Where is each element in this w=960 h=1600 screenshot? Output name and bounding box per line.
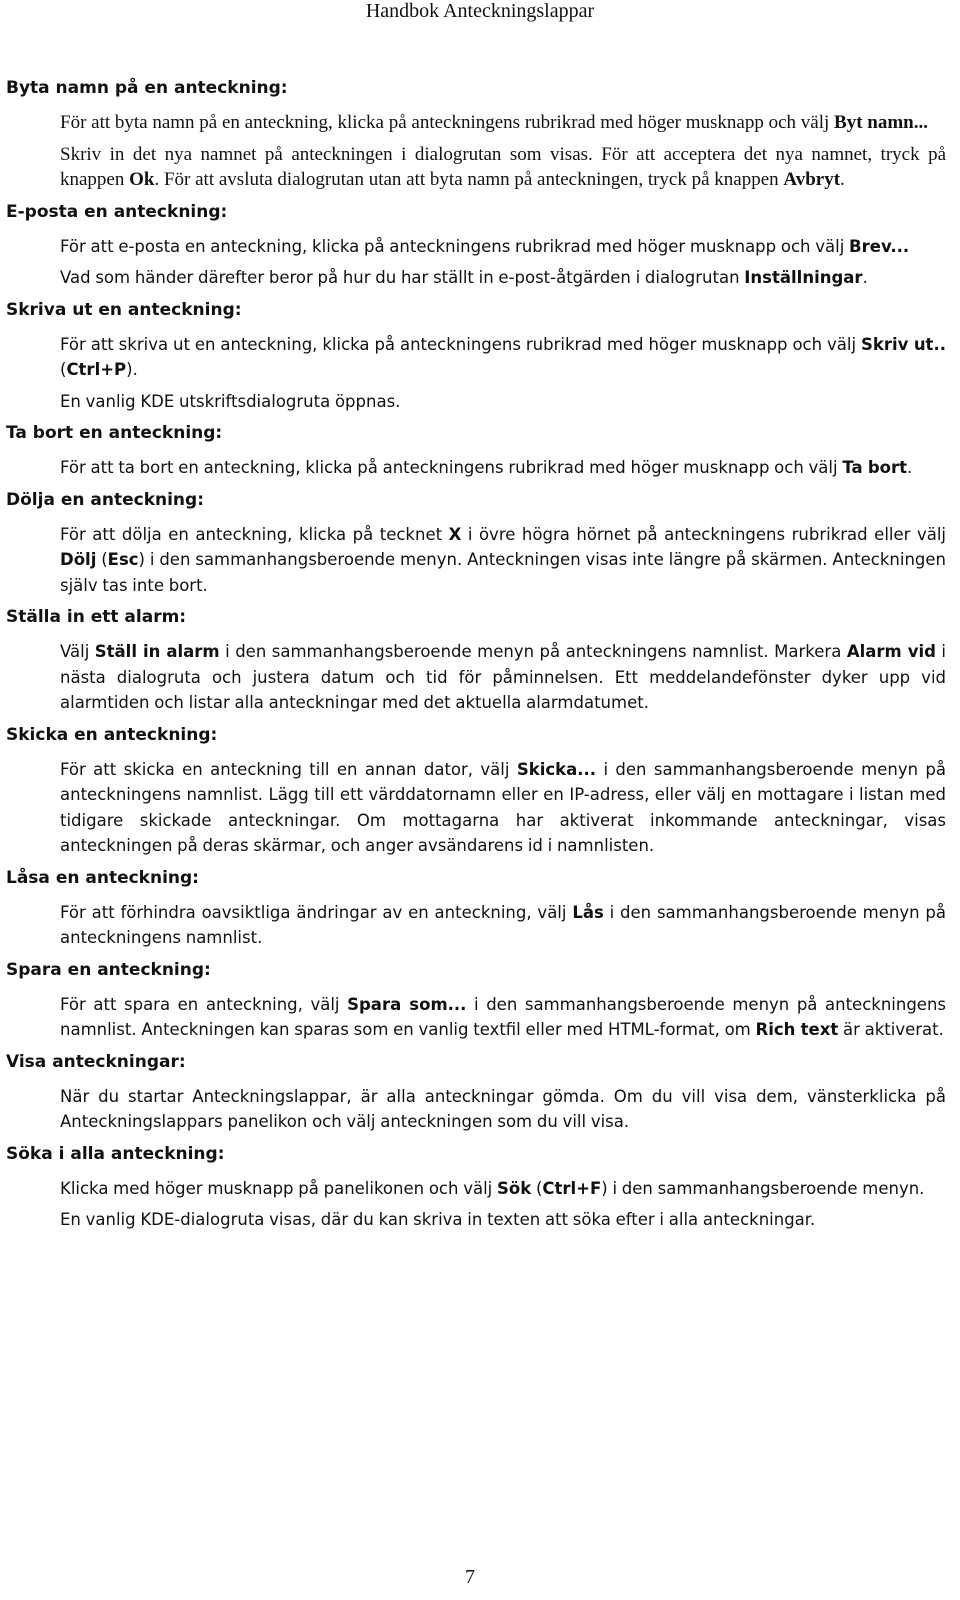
text-run: För att e-posta en anteckning, klicka på anteckningens rubrikrad med höger musknapp och välj	[60, 236, 850, 256]
definition-paragraph	[60, 265, 946, 291]
entry	[6, 298, 946, 415]
page-number: 7	[465, 1566, 475, 1588]
text-run: .	[840, 169, 845, 190]
entry-term: Byta namn på en anteckning:	[6, 78, 288, 98]
entry-term: Låsa en anteckning:	[6, 867, 199, 888]
entry	[6, 1142, 946, 1233]
emphasized-term: Brev...	[849, 236, 910, 256]
entry	[6, 605, 946, 716]
definition-paragraph	[60, 332, 946, 383]
text-run: Klicka med höger musknapp på panelikonen och välj	[60, 1178, 497, 1198]
text-run: En vanlig KDE utskriftsdialogruta öppnas.	[60, 391, 401, 411]
text-run: (	[96, 550, 108, 569]
entry-definition	[60, 522, 946, 599]
definition-paragraph	[60, 1207, 946, 1233]
text-run: När du startar Anteckningslappar, är alla anteckningar gömda. Om du vill visa dem, vänsterklicka på Anteckningslappars panelikon och välj anteckningen som du vill visa.	[60, 1086, 946, 1131]
text-run: är aktiverat.	[838, 1020, 944, 1039]
entry	[6, 488, 946, 599]
text-run: i den sammanhangsberoende menyn på anteckningens namnlist.	[60, 902, 946, 947]
entry	[6, 200, 946, 291]
text-run: (	[531, 1178, 543, 1198]
entry-term: Ställa in ett alarm:	[6, 607, 187, 627]
text-run: . För att avsluta dialogrutan utan att byta namn på anteckningen, tryck på knappen	[154, 169, 784, 190]
text-run: i nästa dialogruta och justera datum och tid för påminnelsen. Ett meddelandefönster dyker upp vid alarmtiden och listar alla anteckningar med det aktuella alarmdatumet.	[60, 642, 946, 712]
text-run: För att skriva ut en anteckning, klicka på anteckningens rubrikrad med höger musknapp och välj	[60, 334, 861, 354]
emphasized-term: X	[448, 524, 462, 544]
entry-term: Spara en anteckning:	[6, 959, 211, 980]
emphasized-term: Ctrl+P	[66, 360, 127, 379]
emphasized-term: Lås	[572, 902, 604, 922]
emphasized-term: Ställ in alarm	[94, 642, 220, 661]
entry-term: Ta bort en anteckning:	[6, 423, 223, 443]
definition-paragraph	[60, 234, 946, 260]
text-run: ).	[126, 360, 138, 379]
page-footer	[0, 1566, 940, 1589]
emphasized-term: Sök	[497, 1178, 532, 1198]
definition-paragraph	[60, 522, 946, 599]
entry-definition	[60, 1084, 946, 1135]
definition-paragraph	[60, 900, 946, 951]
entry	[6, 723, 946, 859]
text-run: En vanlig KDE-dialogruta visas, där du kan skriva in texten att söka efter i alla anteckningar.	[60, 1210, 816, 1229]
text-run: i den sammanhangsberoende menyn på anteckningens namnlist. Anteckningen kan sparas som en vanlig textfil eller med HTML-format, om	[60, 994, 946, 1039]
definition-paragraph	[60, 142, 946, 193]
emphasized-term: Ta bort	[842, 458, 908, 477]
text-run: i övre högra hörnet på anteckningens rubrikrad eller välj	[461, 524, 946, 544]
emphasized-term: Spara som...	[347, 994, 467, 1014]
entry-definition	[60, 639, 946, 716]
emphasized-term: Skriv ut..	[860, 334, 946, 354]
entry-definition	[60, 900, 946, 951]
emphasized-term: Esc	[107, 550, 139, 569]
text-run: För att dölja en anteckning, klicka på tecknet	[60, 524, 449, 544]
entry-definition	[60, 234, 946, 291]
entry	[6, 1050, 946, 1135]
emphasized-term: Dölj	[60, 550, 97, 569]
text-run: ) i den sammanhangsberoende menyn. Anteckningen visas inte längre på skärmen. Anteckningen själv tas inte bort.	[60, 550, 947, 595]
running-header-title: Handbok Anteckningslappar	[365, 0, 595, 22]
entry-term: Skriva ut en anteckning:	[6, 299, 242, 320]
emphasized-term: Rich text	[755, 1020, 839, 1039]
entry-definition	[60, 992, 946, 1043]
running-header	[0, 0, 960, 40]
entry-term: Dölja en anteckning:	[6, 489, 204, 510]
text-run: För att skicka en anteckning till en annan dator, välj	[60, 759, 517, 779]
text-run: .	[907, 458, 913, 477]
definition-paragraph	[60, 639, 946, 716]
text-run: ) i den sammanhangsberoende menyn.	[601, 1178, 925, 1198]
text-run: i den sammanhangsberoende menyn på anteckningens namnlist. Lägg till ett värddatornamn eller en IP-adress, eller välj en mottagare i listan med tidigare skickade anteckningar. Om mottagarna har aktiverat inkommande anteckningar, visas anteckningen på deras skärmar, och anger avsändarens id i namnlisten.	[60, 759, 946, 855]
entry-term: Söka i alla anteckning:	[6, 1143, 225, 1164]
entry-definition	[60, 757, 946, 859]
entry-definition	[60, 332, 946, 415]
entry-definition	[60, 110, 946, 193]
emphasized-term: Ok	[129, 169, 155, 190]
entry-term: E-posta en anteckning:	[6, 201, 228, 222]
emphasized-term: Skicka...	[516, 759, 597, 779]
emphasized-term: Ctrl+F	[542, 1178, 602, 1198]
definition-paragraph	[60, 757, 946, 859]
text-run: För att ta bort en anteckning, klicka på anteckningens rubrikrad med höger musknapp och välj	[60, 458, 843, 477]
entry	[6, 866, 946, 951]
entry	[6, 958, 946, 1043]
emphasized-term: Inställningar	[744, 268, 863, 287]
entry-definition	[60, 455, 946, 481]
emphasized-term: Alarm vid	[846, 642, 936, 661]
definition-paragraph	[60, 1084, 946, 1135]
emphasized-term: Byt namn...	[834, 112, 928, 133]
definition-list	[6, 76, 946, 1240]
definition-paragraph	[60, 455, 946, 481]
text-run: i den sammanhangsberoende menyn på anteckningens namnlist. Markera	[219, 642, 847, 661]
entry	[6, 421, 946, 481]
definition-paragraph	[60, 1176, 946, 1202]
text-run: För att förhindra oavsiktliga ändringar av en anteckning, välj	[60, 902, 573, 922]
text-run: (	[60, 360, 67, 379]
text-run: För att spara en anteckning, välj	[60, 994, 348, 1014]
text-run: Välj	[60, 642, 95, 661]
entry	[6, 76, 946, 193]
entry-definition	[60, 1176, 946, 1233]
text-run: Vad som händer därefter beror på hur du har ställt in e-post-åtgärden i dialogrutan	[60, 268, 745, 287]
definition-paragraph	[60, 389, 946, 415]
entry-term: Skicka en anteckning:	[6, 724, 218, 745]
text-run: .	[862, 268, 868, 287]
definition-paragraph	[60, 992, 946, 1043]
text-run: För att byta namn på en anteckning, klicka på anteckningens rubrikrad med höger musknapp och välj	[60, 112, 835, 133]
entry-term: Visa anteckningar:	[6, 1051, 186, 1072]
text-run: Skriv in det nya namnet på anteckningen i dialogrutan som visas. För att acceptera det nya namnet, tryck på knappen	[60, 143, 946, 190]
definition-paragraph	[60, 110, 946, 136]
emphasized-term: Avbryt	[783, 169, 841, 190]
